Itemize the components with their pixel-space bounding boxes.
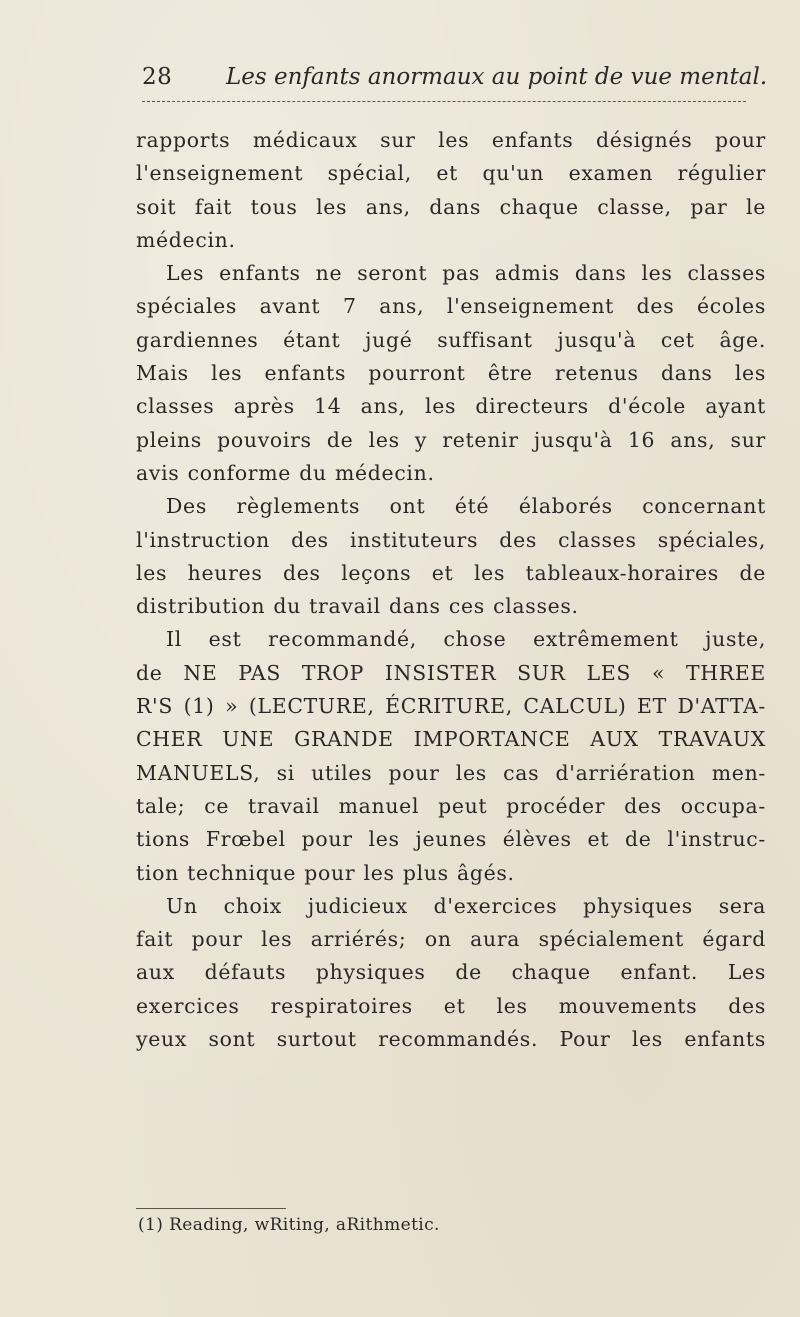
text-line: rapports médicaux sur les enfants désignés pour (136, 128, 766, 152)
text-line: Les enfants ne seront pas admis dans les classes (166, 261, 766, 286)
text-line: classes après 14 ans, les directeurs d'école ayant (136, 394, 766, 419)
text-line: avis conforme du médecin. (136, 460, 435, 485)
page-header (142, 62, 768, 102)
text-line: les heures des leçons et les tableaux-horaires de (136, 560, 766, 585)
text-line: tion technique pour les plus âgés. (136, 860, 515, 885)
text-line: tions Frœbel pour les jeunes élèves et de l'instruc- (136, 827, 766, 852)
header-rule (142, 101, 746, 103)
text-line: l'enseignement spécial, et qu'un examen régulier (136, 161, 766, 186)
text-line: de NE PAS TROP INSISTER SUR LES « THREE (136, 660, 766, 685)
body-text (136, 124, 766, 1056)
text-line: soit fait tous les ans, dans chaque classe, par le (136, 194, 766, 219)
text-line: l'instruction des instituteurs des classes spéciales, (136, 527, 766, 552)
text-line: R'S (1) » (LECTURE, ÉCRITURE, CALCUL) ET D'ATTA- (136, 694, 766, 719)
page-number: 28 (142, 64, 173, 90)
text-line: exercices respiratoires et les mouvements des (136, 993, 766, 1018)
text-line: CHER UNE GRANDE IMPORTANCE AUX TRAVAUX (136, 727, 766, 752)
text-line: Il est recommandé, chose extrêmement juste, (166, 627, 766, 652)
text-line: Un choix judicieux d'exercices physiques sera (166, 893, 766, 918)
text-line: fait pour les arriérés; on aura spécialement égard (136, 927, 766, 952)
text-line: yeux sont surtout recommandés. Pour les enfants (136, 1027, 766, 1052)
text-line: gardiennes étant jugé suffisant jusqu'à cet âge. (136, 327, 766, 352)
footnote: (1) Reading, wRiting, aRithmetic. (138, 1215, 440, 1235)
text-line: tale; ce travail manuel peut procéder des occupa- (136, 793, 766, 818)
text-line: distribution du travail dans ces classes. (136, 594, 579, 619)
text-line: pleins pouvoirs de les y retenir jusqu'à 16 ans, sur (136, 427, 766, 452)
text-line: spéciales avant 7 ans, l'enseignement des écoles (136, 294, 766, 319)
text-line: MANUELS, si utiles pour les cas d'arriération men- (136, 760, 766, 785)
text-line: Mais les enfants pourront être retenus dans les (136, 361, 766, 386)
running-title: Les enfants anormaux au point de vue mental. (226, 64, 768, 90)
text-line: médecin. (136, 227, 236, 252)
text-line: aux défauts physiques de chaque enfant. Les (136, 960, 766, 985)
text-line: Des règlements ont été élaborés concernant (166, 494, 766, 519)
footnote-rule (136, 1208, 286, 1209)
